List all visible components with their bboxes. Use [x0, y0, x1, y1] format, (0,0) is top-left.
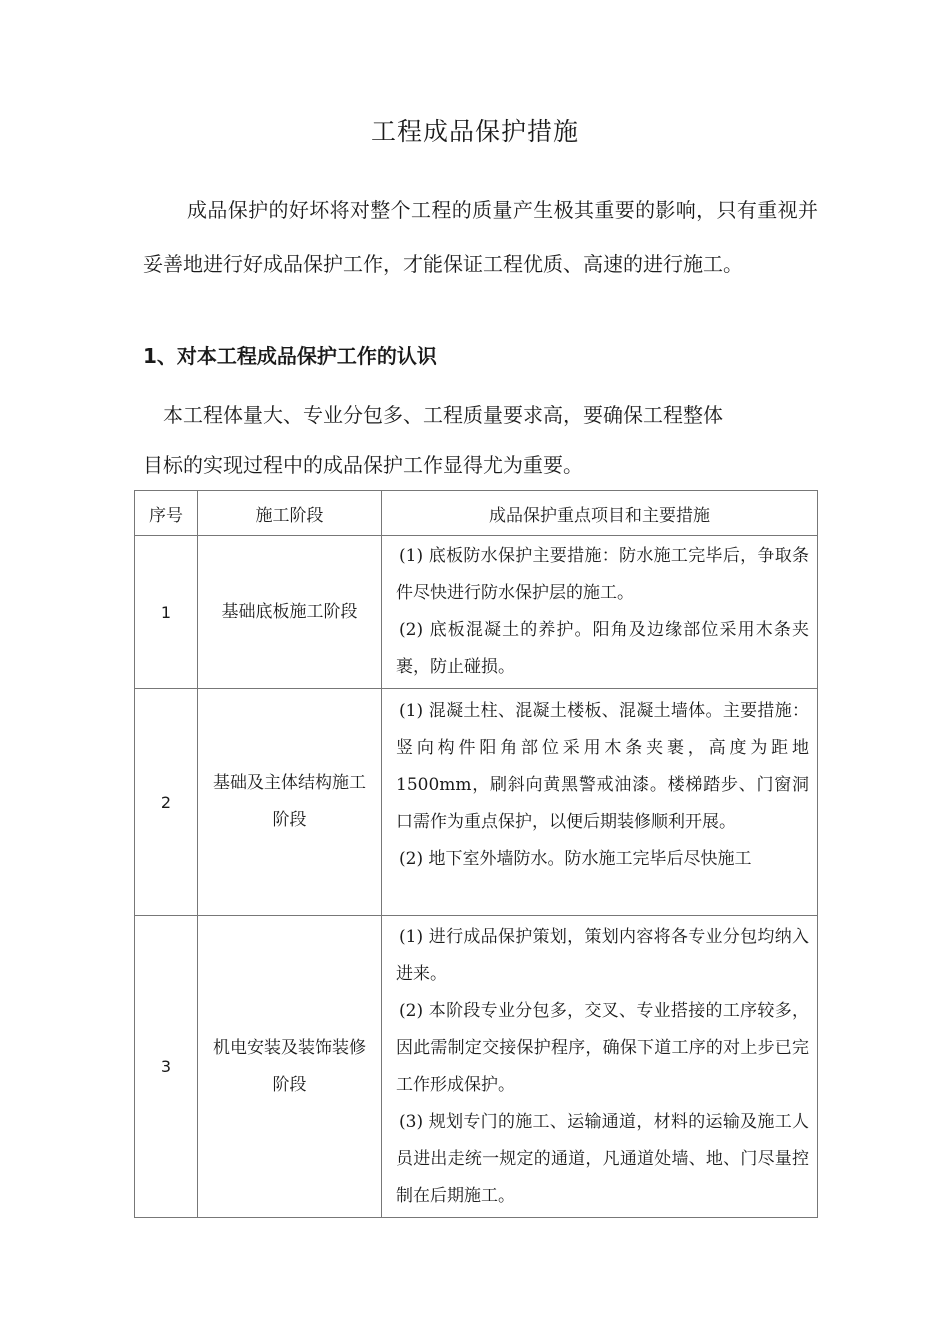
section-heading	[143, 340, 437, 369]
row-measures	[382, 916, 818, 1218]
table-row	[135, 689, 818, 916]
header-measures: 成品保护重点项目和主要措施	[382, 491, 818, 536]
table-header-row	[135, 491, 818, 536]
table-row	[135, 916, 818, 1218]
section-number: 1	[143, 344, 157, 368]
header-no: 序号	[135, 491, 198, 536]
section-paragraph-line-1: 本工程体量大、专业分包多、工程质量要求高，要确保工程整体	[163, 403, 723, 427]
measure-item: (1) 进行成品保护策划，策划内容将各专业分包均纳入进来。	[396, 926, 809, 984]
header-stage: 施工阶段	[198, 491, 382, 536]
section-paragraph	[143, 390, 803, 490]
measure-item: (2) 地下室外墙防水。防水施工完毕后尽快施工	[399, 849, 752, 869]
section-paragraph-line-2: 目标的实现过程中的成品保护工作显得尤为重要。	[143, 453, 583, 477]
table-row	[135, 536, 818, 689]
measure-item: (2) 本阶段专业分包多，交叉、专业搭接的工序较多，因此需制定交接保护程序，确保下道工序的对上步已完工作形成保护。	[396, 1000, 809, 1095]
row-no: 1	[135, 536, 198, 689]
document-title: 工程成品保护措施	[370, 117, 579, 146]
row-measures	[382, 536, 818, 689]
measure-clip	[396, 693, 809, 911]
row-no: 3	[135, 916, 198, 1218]
measure-item: (1) 混凝土柱、混凝土楼板、混凝土墙体。主要措施：竖向构件阳角部位采用木条夹裹，高度为距地1500mm，刷斜向黄黑警戒油漆。楼梯踏步、门窗洞口需作为重点保护，以便后期装修顺利开展。	[396, 701, 809, 832]
row-stage: 基础底板施工阶段	[198, 536, 382, 689]
row-measures	[382, 689, 818, 916]
measure-item: (1) 底板防水保护主要措施：防水施工完毕后，争取条件尽快进行防水保护层的施工。	[396, 546, 809, 603]
section-heading-text: 、对本工程成品保护工作的认识	[156, 344, 437, 368]
intro-paragraph: 成品保护的好坏将对整个工程的质量产生极其重要的影响，只有重视并妥善地进行好成品保护工作，才能保证工程优质、高速的进行施工。	[143, 198, 818, 276]
measure-item: (2) 底板混凝土的养护。阳角及边缘部位采用木条夹裹，防止碰损。	[396, 620, 809, 677]
row-stage: 基础及主体结构施工阶段	[198, 689, 382, 916]
protection-measures-table	[134, 490, 818, 1218]
measure-item: (3) 规划专门的施工、运输通道，材料的运输及施工人员进出走统一规定的通道，凡通道处墙、地、门尽量控制在后期施工。	[396, 1111, 809, 1206]
row-stage: 机电安装及装饰装修阶段	[198, 916, 382, 1218]
row-no: 2	[135, 689, 198, 916]
